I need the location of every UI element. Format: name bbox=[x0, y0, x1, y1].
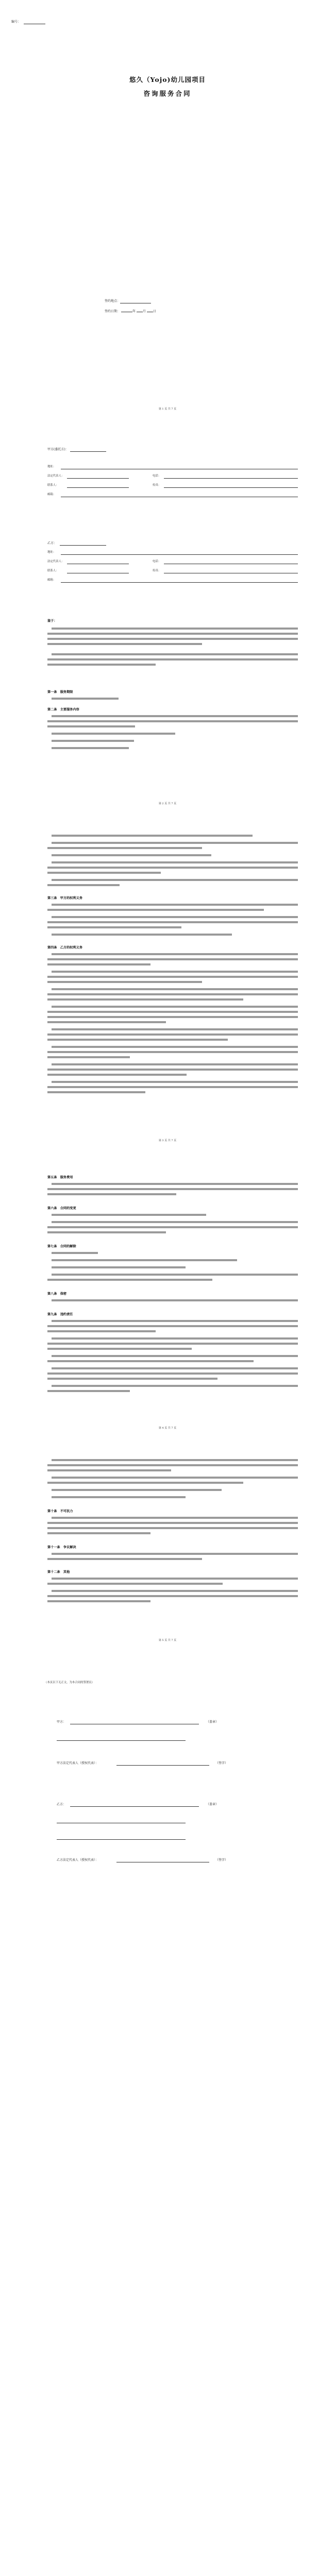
preamble-text-line bbox=[47, 664, 156, 666]
section-text-line bbox=[47, 1226, 298, 1228]
section-text-line bbox=[47, 963, 150, 965]
section-text-line bbox=[52, 879, 298, 881]
section-text-line bbox=[52, 1266, 186, 1268]
sig-party-b-extra-line-2 bbox=[57, 1839, 186, 1840]
section-text-line bbox=[52, 1355, 298, 1357]
section-text-line bbox=[47, 872, 161, 874]
section-text-line bbox=[47, 1325, 298, 1327]
section-text-line bbox=[52, 1337, 298, 1340]
party-b-fax-label: 传真： bbox=[153, 569, 161, 572]
section-text-line bbox=[47, 1021, 166, 1023]
section-text-line bbox=[52, 988, 298, 990]
section-text-line bbox=[52, 1252, 98, 1254]
sig-party-a-rep-line bbox=[116, 1765, 209, 1766]
party-a-fax-line bbox=[164, 487, 298, 488]
section-text-line bbox=[47, 1188, 298, 1190]
party-b-underline bbox=[60, 545, 106, 546]
section-8-heading: 第八条 保密 bbox=[47, 1292, 67, 1296]
section-text-line bbox=[47, 1091, 145, 1093]
preamble-text-line bbox=[52, 628, 298, 630]
signing-date-label: 签约日期： 年 月 日 bbox=[105, 310, 156, 313]
section-text-line bbox=[47, 1482, 243, 1484]
section-text-line bbox=[52, 1299, 298, 1301]
section-text-line bbox=[47, 1464, 298, 1466]
preamble-text-line bbox=[47, 643, 202, 645]
page-number-2: 第 2 页 共 7 页 bbox=[158, 802, 177, 805]
section-text-line bbox=[47, 1558, 202, 1560]
preamble-text-line bbox=[47, 658, 298, 660]
section-text-line bbox=[47, 976, 298, 978]
sig-party-b-seal: （盖章） bbox=[206, 1803, 219, 1806]
section-12-heading: 第十二条 其他 bbox=[47, 1570, 70, 1574]
party-b-email-label: 邮箱： bbox=[47, 579, 56, 582]
section-text-line bbox=[47, 921, 298, 923]
section-text-line bbox=[47, 1039, 228, 1041]
section-text-line bbox=[52, 1553, 298, 1555]
signature-page-note: （本页以下无正文，为本合同的签署页） bbox=[44, 1681, 95, 1684]
page-number-4: 第 4 页 共 7 页 bbox=[158, 1427, 177, 1430]
party-a-agent-line bbox=[67, 487, 129, 488]
section-text-line bbox=[52, 1459, 298, 1461]
section-text-line bbox=[52, 733, 175, 735]
section-text-line bbox=[47, 847, 202, 849]
section-text-line bbox=[47, 981, 202, 983]
section-text-line bbox=[47, 884, 120, 886]
sig-party-a-rep-label: 甲方法定代表人（授权代表）： bbox=[57, 1761, 99, 1765]
party-a-agent-label: 联系人： bbox=[47, 484, 59, 487]
section-text-line bbox=[52, 1214, 206, 1216]
section-text-line bbox=[47, 1231, 166, 1233]
section-4-heading: 第四条 乙方的权利义务 bbox=[47, 946, 83, 950]
section-text-line bbox=[52, 1496, 186, 1498]
section-text-line bbox=[52, 934, 232, 936]
preamble-text-line bbox=[47, 638, 298, 640]
section-text-line bbox=[52, 842, 298, 844]
section-text-line bbox=[52, 698, 119, 700]
section-text-line bbox=[47, 1378, 217, 1380]
party-a-heading: 甲方(委托方)： bbox=[47, 448, 69, 451]
page-number-5: 第 5 页 共 7 页 bbox=[158, 1639, 177, 1642]
section-text-line bbox=[47, 720, 298, 722]
party-a-address-label: 地址： bbox=[47, 465, 56, 468]
section-text-line bbox=[47, 1086, 298, 1088]
section-3-heading: 第三条 甲方的权利义务 bbox=[47, 896, 83, 900]
section-text-line bbox=[52, 1183, 298, 1185]
section-6-heading: 第六条 合同的变更 bbox=[47, 1207, 76, 1210]
section-text-line bbox=[47, 1372, 298, 1375]
section-1-heading: 第一条 服务期限 bbox=[47, 690, 73, 694]
party-b-phone-label: 电话： bbox=[153, 560, 161, 563]
section-text-line bbox=[47, 1527, 298, 1529]
section-text-line bbox=[52, 715, 298, 717]
section-text-line bbox=[52, 747, 129, 749]
section-text-line bbox=[47, 1532, 150, 1534]
party-b-email-line bbox=[61, 582, 298, 583]
section-text-line bbox=[52, 1274, 298, 1276]
section-text-line bbox=[52, 971, 298, 973]
contract-no-label: 编号： bbox=[11, 20, 21, 24]
section-text-line bbox=[52, 861, 298, 863]
party-b-agent-label: 联系人： bbox=[47, 569, 59, 572]
sig-party-a-seal: （盖章） bbox=[206, 1720, 219, 1724]
section-text-line bbox=[52, 953, 298, 955]
section-text-line bbox=[47, 958, 298, 960]
section-5-heading: 第五条 服务费用 bbox=[47, 1176, 73, 1179]
section-text-line bbox=[47, 1600, 150, 1602]
sig-party-b-label: 乙方： bbox=[57, 1803, 66, 1806]
section-text-line bbox=[52, 1221, 298, 1223]
party-a-rep-label: 法定代表人： bbox=[47, 474, 64, 478]
section-text-line bbox=[52, 1006, 298, 1008]
signing-place-label: 签约地点： bbox=[105, 299, 121, 303]
section-text-line bbox=[52, 740, 134, 742]
sig-party-b-line bbox=[70, 1806, 199, 1807]
section-text-line bbox=[47, 1016, 298, 1018]
section-text-line bbox=[47, 1348, 192, 1350]
section-text-line bbox=[47, 725, 135, 727]
cover-title: 悠久（Yojo)幼儿园项目 bbox=[129, 76, 206, 83]
section-text-line bbox=[47, 1279, 212, 1281]
party-b-address-line bbox=[61, 554, 298, 555]
sig-party-a-label: 甲方： bbox=[57, 1720, 66, 1724]
sig-party-a-extra-line bbox=[57, 1740, 186, 1741]
sig-party-b-rep-label: 乙方法定代表人（授权代表）： bbox=[57, 1858, 99, 1862]
section-text-line bbox=[47, 1056, 130, 1058]
section-text-line bbox=[47, 1069, 298, 1071]
section-text-line bbox=[52, 1081, 298, 1083]
section-text-line bbox=[52, 835, 253, 837]
sig-party-b-sign: （签字） bbox=[215, 1858, 228, 1862]
section-text-line bbox=[52, 904, 298, 906]
section-text-line bbox=[47, 1522, 298, 1524]
party-a-rep-line bbox=[67, 478, 129, 479]
party-a-fax-label: 传真： bbox=[153, 484, 161, 487]
section-text-line bbox=[47, 1343, 298, 1345]
party-a-phone-line bbox=[164, 478, 298, 479]
section-text-line bbox=[47, 998, 243, 1001]
party-a-underline bbox=[70, 451, 106, 452]
section-text-line bbox=[47, 1074, 187, 1076]
section-text-line bbox=[52, 1385, 298, 1387]
page-number-3: 第 3 页 共 7 页 bbox=[158, 1139, 177, 1142]
party-b-rep-label: 法定代表人： bbox=[47, 560, 64, 563]
section-text-line bbox=[52, 1578, 298, 1580]
section-text-line bbox=[47, 1193, 176, 1195]
section-text-line bbox=[52, 1320, 298, 1322]
section-text-line bbox=[52, 1517, 298, 1519]
section-text-line bbox=[47, 1390, 130, 1392]
section-7-heading: 第七条 合同的解除 bbox=[47, 1245, 76, 1248]
section-text-line bbox=[47, 1595, 298, 1597]
party-a-phone-label: 电话： bbox=[153, 474, 161, 478]
section-text-line bbox=[47, 909, 264, 911]
section-text-line bbox=[47, 1360, 254, 1362]
section-text-line bbox=[52, 1590, 298, 1592]
party-b-address-label: 地址： bbox=[47, 551, 56, 554]
section-text-line bbox=[47, 993, 298, 995]
preamble-text-line bbox=[52, 653, 298, 655]
section-text-line bbox=[52, 1367, 298, 1369]
section-2-heading: 第二条 主要服务内容 bbox=[47, 708, 79, 711]
preamble-label: 鉴于： bbox=[47, 619, 57, 623]
section-text-line bbox=[52, 1477, 298, 1479]
cover-subtitle: 咨询服务合同 bbox=[143, 90, 192, 97]
section-11-heading: 第十一条 争议解决 bbox=[47, 1546, 76, 1549]
section-text-line bbox=[52, 854, 211, 856]
sig-party-a-sign: （签字） bbox=[215, 1761, 228, 1765]
section-text-line bbox=[47, 1011, 298, 1013]
section-9-heading: 第九条 违约责任 bbox=[47, 1313, 73, 1316]
section-text-line bbox=[47, 1051, 298, 1053]
section-text-line bbox=[47, 1330, 156, 1332]
section-text-line bbox=[47, 1469, 171, 1471]
section-text-line bbox=[52, 1259, 237, 1261]
section-text-line bbox=[52, 1063, 298, 1065]
page-number-1: 第 1 页 共 7 页 bbox=[158, 408, 177, 411]
section-text-line bbox=[52, 1489, 222, 1491]
section-text-line bbox=[52, 916, 298, 918]
section-text-line bbox=[47, 1583, 223, 1585]
section-10-heading: 第十条 不可抗力 bbox=[47, 1510, 73, 1513]
section-text-line bbox=[52, 1046, 298, 1048]
party-b-heading: 乙方： bbox=[47, 541, 57, 545]
preamble-text-line bbox=[47, 633, 298, 635]
section-text-line bbox=[47, 867, 298, 869]
section-text-line bbox=[47, 926, 181, 928]
section-text-line bbox=[52, 1028, 298, 1030]
section-text-line bbox=[47, 1033, 298, 1036]
party-a-email-label: 邮箱： bbox=[47, 493, 56, 496]
